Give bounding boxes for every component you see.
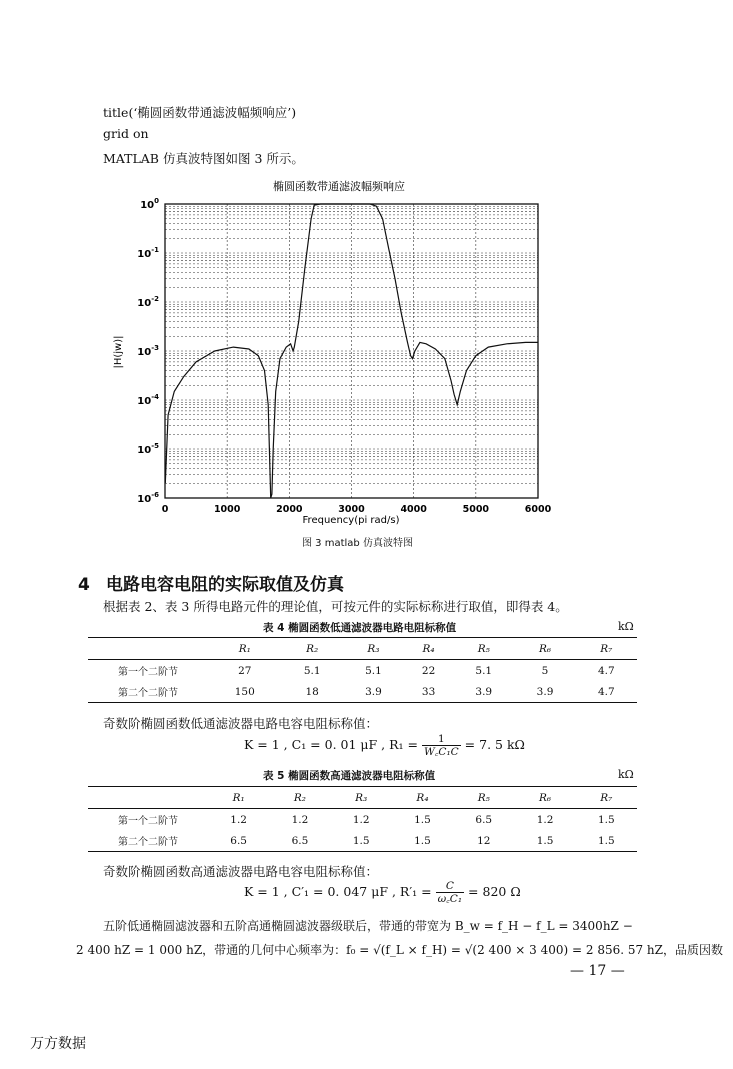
table-cell: 3.9 [365,685,382,698]
table5 [88,786,637,852]
formula-lowpass [244,733,525,758]
table-cell: 12 [477,834,491,847]
table5-header-r1: R₁ [208,787,269,809]
table4-corner [88,638,208,660]
table-cell: 33 [421,685,436,698]
table4-header-r3: R₃ [343,638,404,660]
table-cell: 4.7 [597,664,615,677]
y-axis-label: |H(jw)| [113,335,124,369]
table-cell: 1.2 [536,813,554,826]
table-row [88,809,637,831]
fraction-numerator: 1 [422,733,461,746]
table5-header-r5: R₅ [453,787,514,809]
y-tick-label: $10^{-6}$ [137,491,159,505]
y-axis-ticks [137,197,159,505]
y-tick-label: $10^{-1}$ [137,246,159,260]
table-cell: 5.1 [303,664,321,677]
y-tick-label: $10^0$ [140,197,159,211]
y-tick-label: $10^{-5}$ [137,442,159,456]
chart-title: 椭圆函数带通滤波幅频响应 [273,180,405,193]
row-label: 第一个二阶节 [118,667,178,678]
section-title: 电路电容电阻的实际取值及仿真 [106,575,344,595]
table-cell: 4.7 [597,685,615,698]
code-line-title: title(‘椭圆函数带通滤波幅频响应’) [103,105,297,120]
section-intro: 根据表 2、表 3 所得电路元件的理论值，可按元件的实际标称进行取值，即得表 4。 [103,599,568,614]
section-number: 4 [78,575,90,595]
table-cell: 5 [541,664,549,677]
figure-intro-text: MATLAB 仿真波特图如图 3 所示。 [103,151,304,166]
table5-header-r2: R₂ [269,787,330,809]
paragraph-final-line2: 2 400 hZ = 1 000 hZ，带通的几何中心频率为：f₀ = √(f_L × f_H) = √(2 400 × 3 400) = 2 856. 57 hZ，品质因数 [76,943,723,957]
paragraph-lowpass: 奇数阶椭圆函数低通滤波器电路电容电阻标称值： [103,716,379,731]
fraction-denominator: ω꜀C₁ [437,893,463,905]
formula-lowpass-fraction [422,733,461,758]
table5-header-r3: R₃ [331,787,392,809]
formula-highpass-lhs: K = 1 , C′₁ = 0. 047 μF , R′₁ = [244,884,432,899]
table4-header-r5: R₅ [453,638,514,660]
table-cell: 22 [421,664,436,677]
code-line-grid: grid on [103,126,149,141]
row-label: 第一个二阶节 [118,816,178,827]
table-row [88,830,637,852]
table5-header-r6: R₆ [514,787,575,809]
table-cell: 150 [234,685,255,698]
formula-lowpass-lhs: K = 1 , C₁ = 0. 01 μF , R₁ = [244,737,418,752]
section-heading [78,570,344,595]
table-cell: 6.5 [230,834,247,847]
table4-header-row [88,638,637,660]
x-tick-label: 3000 [338,504,365,515]
table4 [88,637,637,703]
formula-lowpass-rhs: = 7. 5 kΩ [464,737,525,752]
table-row [88,681,637,703]
fraction-numerator: C [436,880,464,893]
x-tick-label: 0 [161,504,169,515]
footer-watermark: 万方数据 [30,1036,86,1052]
table5-header-r4: R₄ [392,787,453,809]
table-cell: 6.5 [475,813,493,826]
table-cell: 1.5 [414,813,431,826]
table4-header-r6: R₆ [514,638,575,660]
table5-header-row [88,787,637,809]
table-cell: 1.2 [291,813,309,826]
y-tick-label: $10^{-3}$ [137,344,159,358]
x-tick-label: 2000 [276,504,303,515]
table-cell: 1.2 [230,813,247,826]
table4-caption: 表 4 椭圆函数低通滤波器电路电阻标称值 [263,622,457,634]
table5-header-r7: R₇ [576,787,637,809]
table5-corner [88,787,208,809]
table4-header-r7: R₇ [576,638,637,660]
table-row [88,660,637,682]
formula-highpass-fraction [436,880,464,905]
x-tick-label: 5000 [462,504,490,515]
table-cell: 3.9 [475,685,493,698]
table-cell: 1.5 [414,834,431,847]
table-cell: 6.5 [291,834,309,847]
table-cell: 1.5 [536,834,554,847]
table-cell: 5.1 [475,664,493,677]
x-tick-label: 4000 [400,504,427,515]
figure-caption: 图 3 matlab 仿真波特图 [302,538,413,549]
table-cell: 5.1 [365,664,382,677]
formula-highpass [244,880,521,905]
x-tick-label: 1000 [213,504,241,515]
table-cell: 27 [238,664,252,677]
table4-header-r1: R₁ [208,638,282,660]
table5-caption: 表 5 椭圆函数高通滤波器电阻标称值 [263,770,436,782]
table-cell: 18 [305,685,319,698]
y-tick-label: $10^{-4}$ [137,393,159,407]
y-tick-label: $10^{-2}$ [137,295,159,309]
page-number: — 17 — [570,963,625,979]
table-cell: 1.5 [352,834,370,847]
table5-unit: kΩ [618,768,634,781]
row-label: 第二个二阶节 [118,837,178,848]
formula-highpass-rhs: = 820 Ω [468,884,521,899]
table4-header-r2: R₂ [282,638,343,660]
x-axis-ticks [162,504,552,515]
paragraph-final-line1: 五阶低通椭圆滤波器和五阶高通椭圆滤波器级联后，带通的带宽为 B_w = f_H − f_L = 3400hZ − [103,919,633,933]
row-label: 第二个二阶节 [118,688,178,699]
table4-unit: kΩ [618,620,634,633]
x-axis-label: Frequency(pi rad/s) [302,515,400,526]
table4-header-r4: R₄ [404,638,453,660]
x-tick-label: 6000 [524,504,552,515]
table-cell: 1.2 [352,813,370,826]
bode-plot [95,172,565,527]
table-cell: 1.5 [597,834,615,847]
table-cell: 3.9 [536,685,554,698]
table-cell: 1.5 [597,813,615,826]
fraction-denominator: W꜀C₁C [423,746,459,758]
paragraph-highpass: 奇数阶椭圆函数高通滤波器电路电容电阻标称值： [103,864,379,879]
